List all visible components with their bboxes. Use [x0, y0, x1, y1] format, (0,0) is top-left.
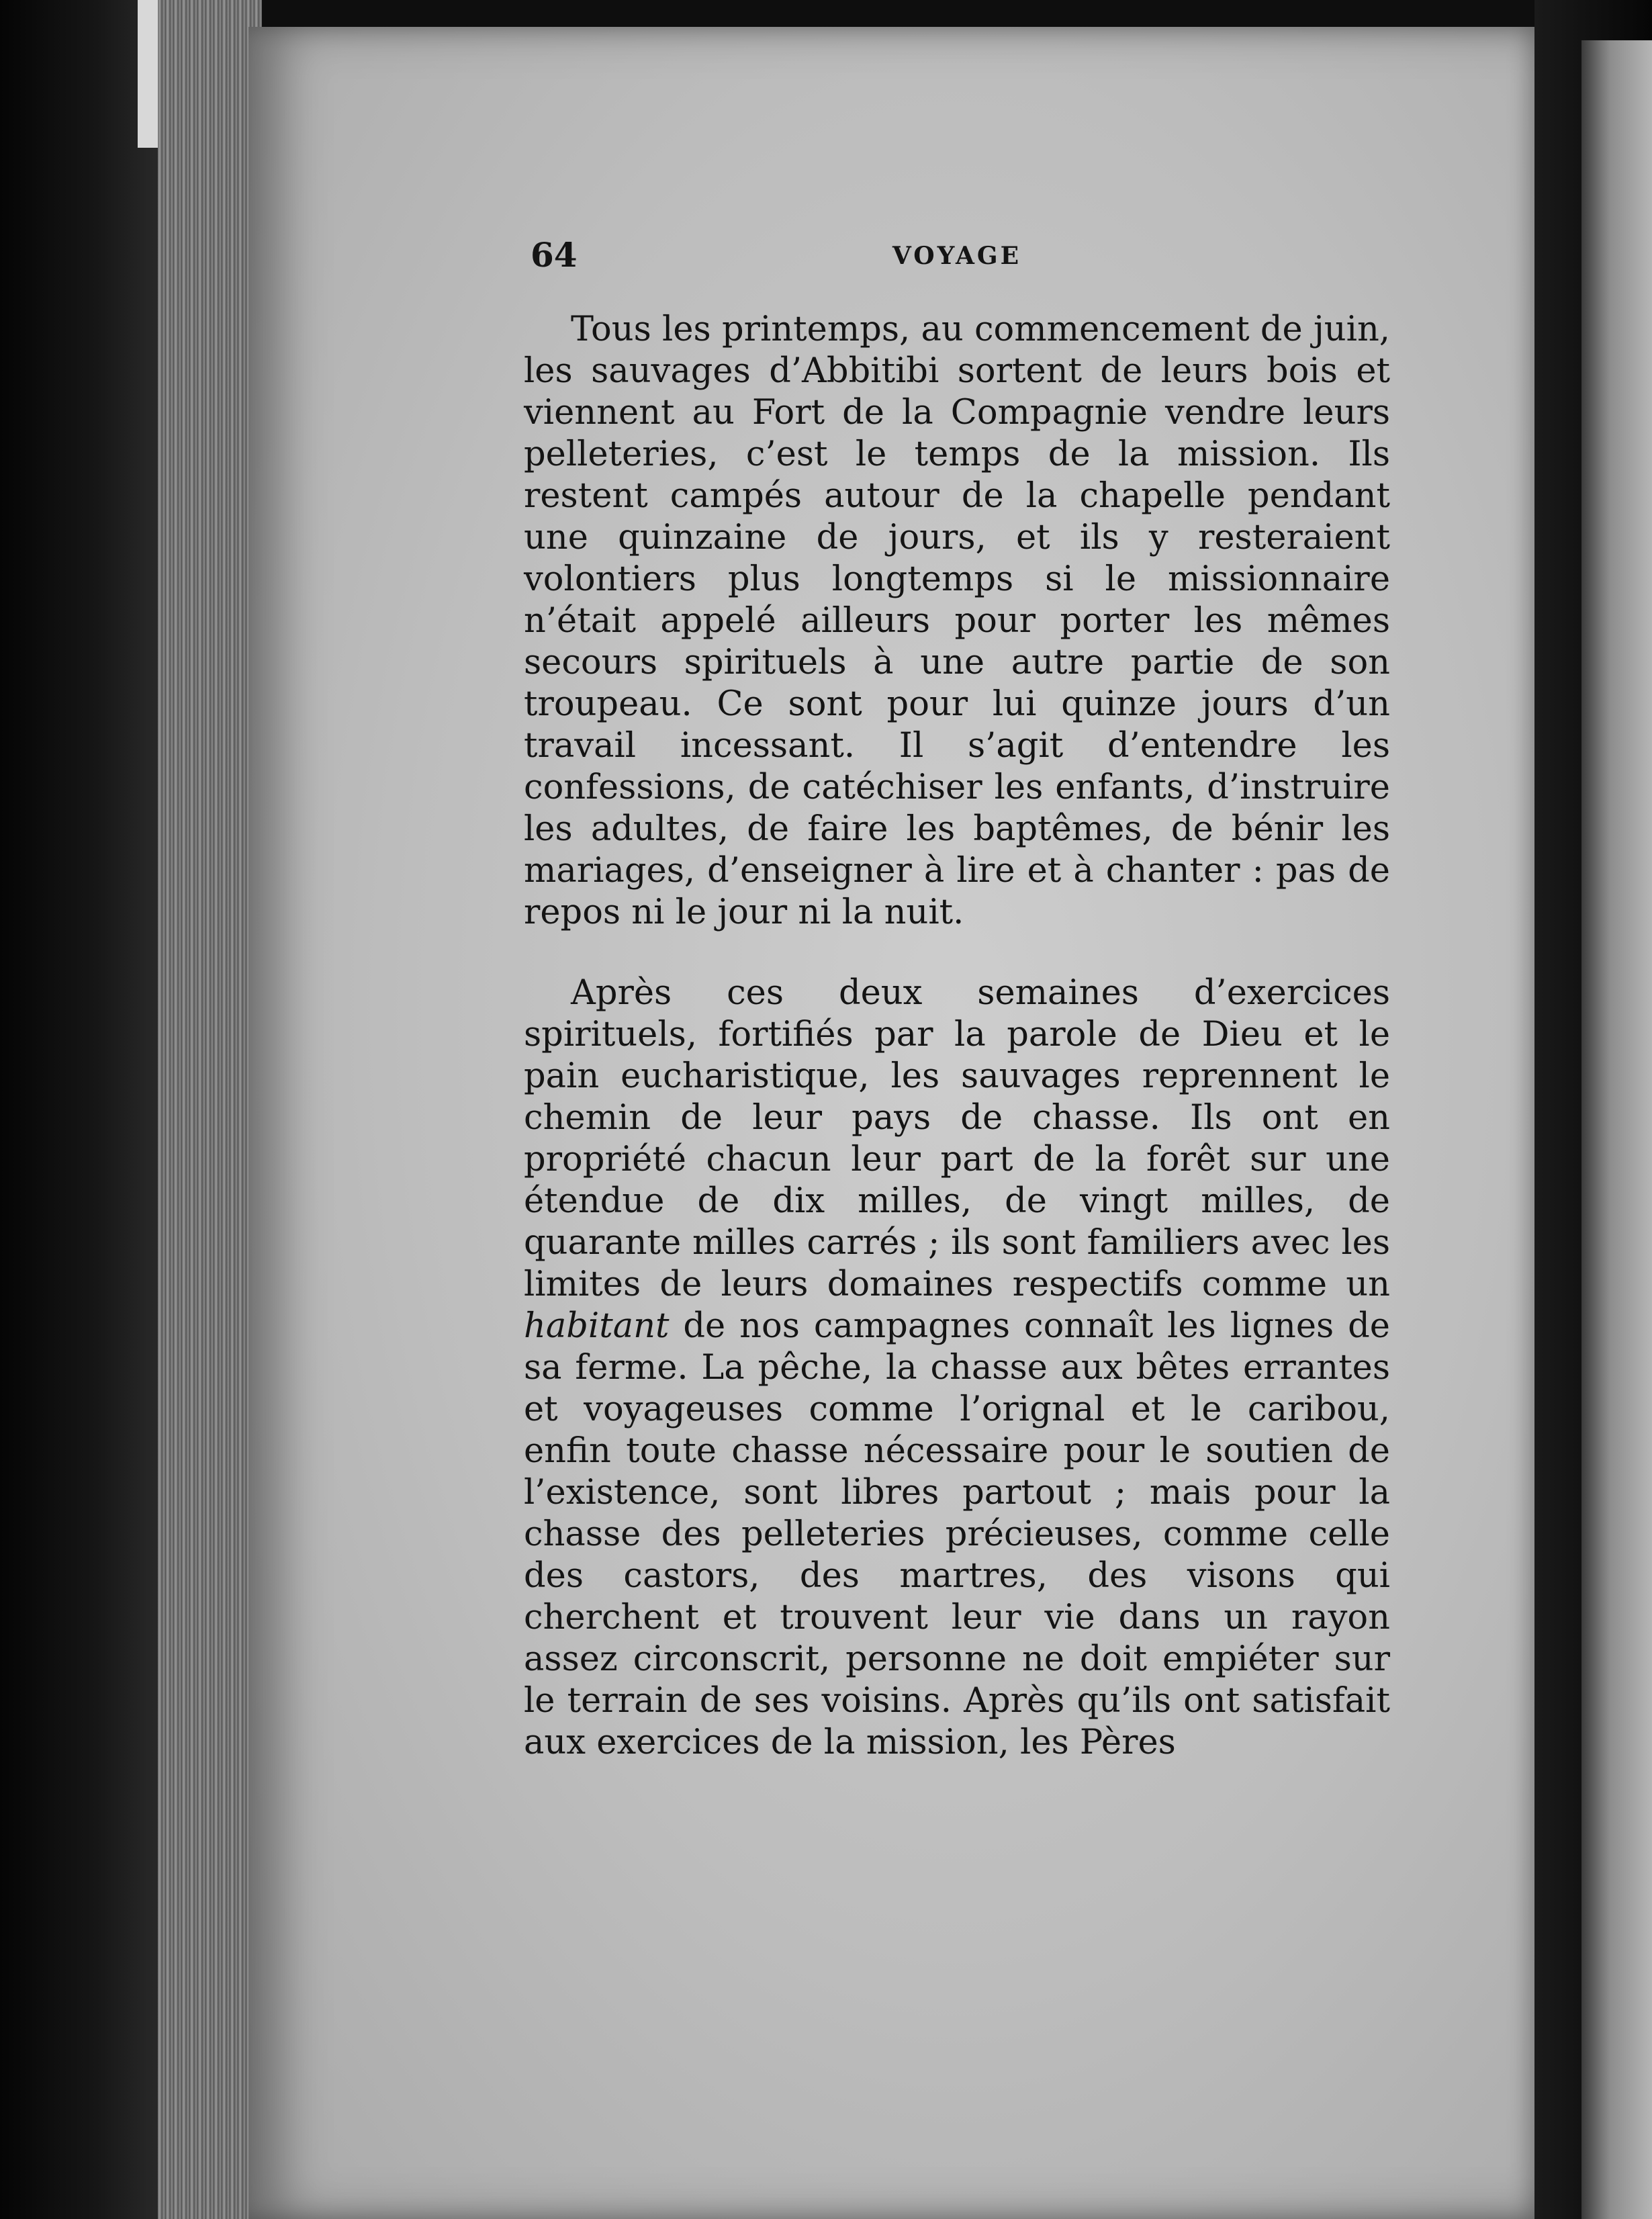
paragraph-2-italic-word: habitant [524, 1306, 670, 1346]
page-number: 64 [531, 235, 578, 275]
page-text-block [524, 235, 1390, 1764]
gutter-strip [138, 0, 158, 148]
page-stack-edge [158, 0, 262, 2219]
running-head [524, 235, 1390, 282]
facing-page-edge [1581, 40, 1652, 2219]
paragraph-2-text-end: de nos campagnes connaît les lignes de sa ferme. La pêche, la chasse aux bêtes errantes et voyageuses comme l’orignal et le caribou, enfin toute chasse nécessaire pour le soutien de l’existence, sont libres partout ; mais pour la chasse des pelleteries précieuses, comme celle des castors, des martres, des visons qui cherchent et trouvent leur vie dans un rayon assez circonscrit, personne ne doit empiéter sur le terrain de ses voisins. Après qu’ils ont satisfait aux exercices de la mission, les Pères [524, 1306, 1390, 1762]
paragraph-1: Tous les printemps, au commencement de juin, les sauvages d’Abbitibi sortent de leurs bois et viennent au Fort de la Compagnie vendre leurs pelleteries, c’est le temps de la mission. Ils restent campés autour de la chapelle pendant une quinzaine de jours, et ils y resteraient volontiers plus longtemps si le missionnaire n’était appelé ailleurs pour porter les mêmes secours spirituels à une autre partie de son troupeau. Ce sont pour lui quinze jours d’un travail incessant. Il s’agit d’entendre les confessions, de catéchiser les enfants, d’instruire les adultes, de faire les baptêmes, de bénir les mariages, d’enseigner à lire et à chanter : pas de repos ni le jour ni la nuit. [524, 310, 1390, 932]
paragraph-2 [524, 972, 1390, 1764]
running-title: VOYAGE [892, 242, 1022, 270]
scan-background-left [0, 0, 161, 2219]
paragraph-2-text-start: Après ces deux semaines d’exercices spirituels, fortifiés par la parole de Dieu et le pain eucharistique, les sauvages reprennent le chemin de leur pays de chasse. Ils ont en propriété chacun leur part de la forêt sur une étendue de dix milles, de vingt milles, de quarante milles carrés ; ils sont familiers avec les limites de leurs domaines respectifs comme un [524, 973, 1390, 1304]
